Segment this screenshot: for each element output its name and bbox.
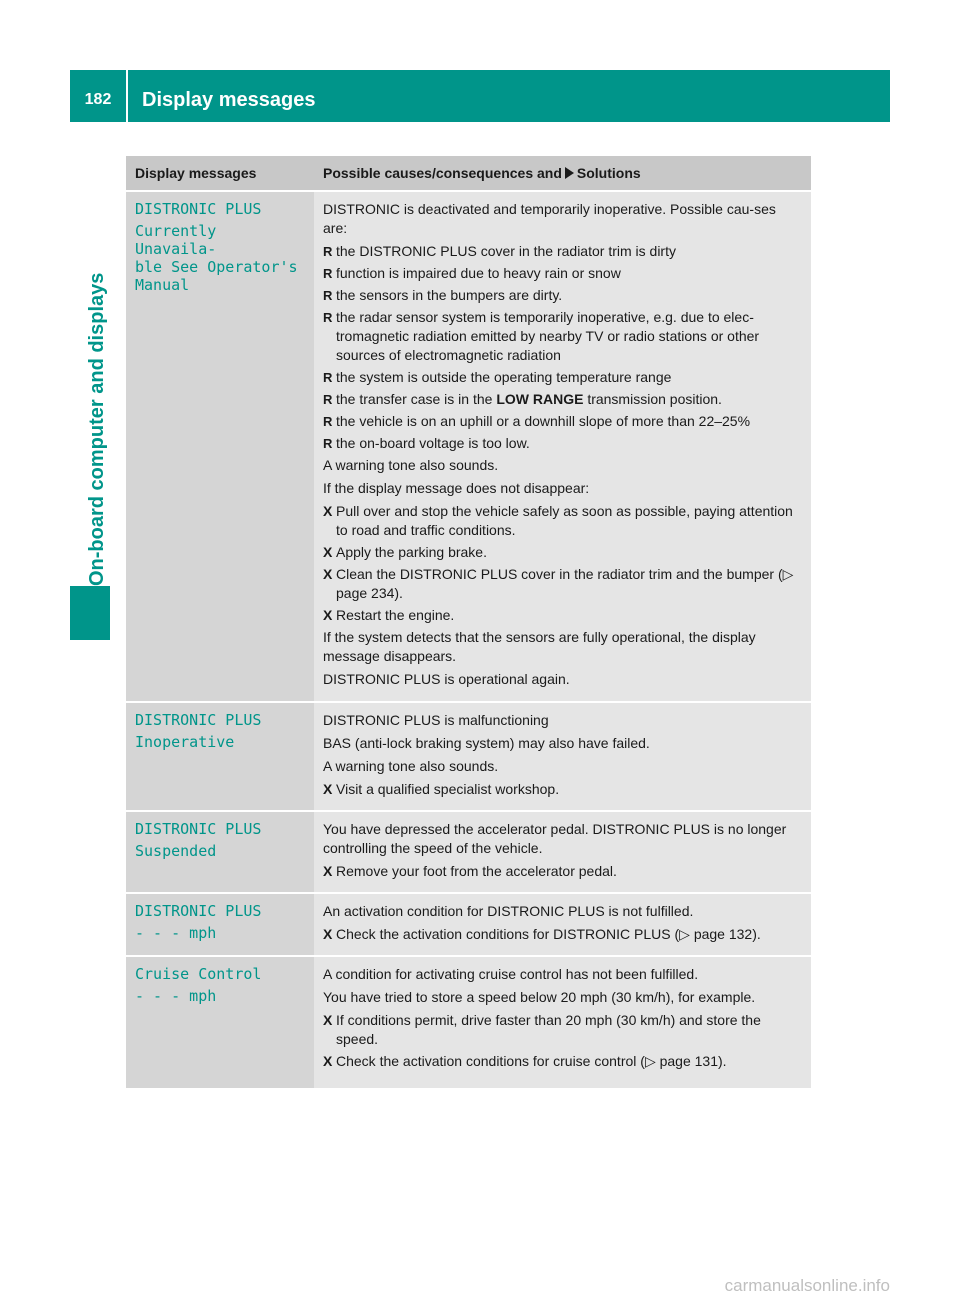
table-row: [126, 810, 811, 892]
col-header-causes-text: Possible causes/consequences and: [323, 165, 562, 181]
list-item-text: the on-board voltage is too low.: [336, 435, 530, 451]
page-number: 182: [84, 91, 112, 108]
step-text: Restart the engine.: [336, 607, 455, 623]
bullet-r-icon: R: [323, 436, 333, 451]
message-line-2: Inoperative: [135, 733, 235, 751]
list-item: [323, 308, 802, 365]
message-line-1: DISTRONIC PLUS: [135, 711, 262, 729]
list-item: [323, 368, 802, 387]
paragraph: BAS (anti-lock braking system) may also have failed.: [323, 735, 650, 751]
list-item-text: the sensors in the bumpers are dirty.: [336, 287, 563, 303]
message-line-1: DISTRONIC PLUS: [135, 200, 262, 218]
list-item: [323, 434, 802, 453]
list-item-text: the vehicle is on an uphill or a downhill slope of more than 22–25%: [336, 413, 751, 429]
list-item: [323, 390, 802, 409]
page-header: [70, 70, 890, 122]
message-cell: [126, 810, 314, 892]
paragraph: A warning tone also sounds.: [323, 758, 499, 774]
step-text: Remove your foot from the accelerator pedal.: [336, 863, 617, 879]
message-line-2: Currently Unavaila‐ ble See Operator's Manual: [135, 222, 298, 294]
arrow-right-icon: [565, 167, 574, 179]
step-text: If conditions permit, drive faster than 20 mph (30 km/h) and store the speed.: [336, 1012, 761, 1047]
list-item: [323, 242, 802, 261]
page-reference-link[interactable]: page 234).: [336, 585, 403, 601]
step-text: Check the activation conditions for cruise control (: [336, 1053, 645, 1069]
description-cell: [314, 955, 811, 1088]
table-header-row: [126, 156, 811, 190]
step-item: [323, 502, 802, 540]
description-cell: [314, 190, 811, 701]
bullet-r-icon: R: [323, 370, 333, 385]
message-line-2: - - - mph: [135, 924, 217, 942]
bullet-r-icon: R: [323, 288, 333, 303]
step-x-icon: X: [323, 544, 333, 560]
step-item: [323, 1011, 802, 1049]
step-x-icon: X: [323, 566, 333, 582]
message-line-1: Cruise Control: [135, 965, 262, 983]
step-text: Apply the parking brake.: [336, 544, 487, 560]
step-item: [323, 925, 802, 944]
col-header-solutions-text: Solutions: [576, 165, 641, 181]
step-text: Pull over and stop the vehicle safely as soon as possible, paying attention to road and traffic conditions.: [336, 503, 793, 538]
page-ref-arrow-icon: ▷: [782, 566, 794, 582]
paragraph: An activation condition for DISTRONIC PLUS is not fulfilled.: [323, 903, 694, 919]
watermark-footer: carmanualsonline.info: [724, 1276, 890, 1295]
message-cell: [126, 701, 314, 810]
step-text: Visit a qualified specialist workshop.: [336, 781, 560, 797]
step-x-icon: X: [323, 1053, 333, 1069]
page-ref-arrow-icon: ▷: [679, 926, 690, 942]
step-text: Check the activation conditions for DISTRONIC PLUS (: [336, 926, 680, 942]
paragraph: You have depressed the accelerator pedal. DISTRONIC PLUS is no longer controlling the speed of the vehicle.: [323, 821, 787, 856]
side-chapter-text: On-board computer and displays: [86, 272, 108, 586]
list-item-text: the system is outside the operating temperature range: [336, 369, 672, 385]
paragraph: A condition for activating cruise control has not been fulfilled.: [323, 966, 699, 982]
page-reference-link[interactable]: page 131).: [659, 1053, 727, 1069]
paragraph: DISTRONIC PLUS is malfunctioning: [323, 712, 549, 728]
step-item: [323, 543, 802, 562]
table-row: [126, 190, 811, 701]
col-header-messages: Display messages: [126, 156, 314, 190]
step-item: [323, 565, 802, 603]
message-line-1: DISTRONIC PLUS: [135, 820, 262, 838]
page-title: Display messages: [142, 89, 316, 111]
bullet-r-icon: R: [323, 414, 333, 429]
paragraph: If the display message does not disappear:: [323, 480, 590, 496]
page-reference-link[interactable]: page 132).: [693, 926, 761, 942]
description-cell: [314, 810, 811, 892]
message-cell: [126, 955, 314, 1088]
list-item-text: transmission position.: [587, 391, 722, 407]
step-x-icon: X: [323, 781, 333, 797]
col-header-causes: [314, 156, 811, 190]
paragraph: DISTRONIC PLUS is operational again.: [323, 671, 570, 687]
list-item-text: the transfer case is in the: [336, 391, 493, 407]
header-divider: [126, 70, 128, 122]
bullet-r-icon: R: [323, 310, 333, 325]
list-item-text: the DISTRONIC PLUS cover in the radiator trim is dirty: [336, 243, 676, 259]
message-line-2: Suspended: [135, 842, 217, 860]
low-range-text: LOW RANGE: [496, 391, 584, 407]
page-ref-arrow-icon: ▷: [644, 1053, 656, 1069]
list-item: [323, 412, 802, 431]
step-x-icon: X: [323, 607, 333, 623]
bullet-r-icon: R: [323, 266, 333, 281]
message-cell: [126, 892, 314, 955]
table-row: [126, 892, 811, 955]
table-row: [126, 701, 811, 810]
step-x-icon: X: [323, 503, 333, 519]
paragraph: You have tried to store a speed below 20 mph (30 km/h), for example.: [323, 989, 756, 1005]
bullet-r-icon: R: [323, 244, 333, 259]
step-item: [323, 862, 802, 881]
step-x-icon: X: [323, 1012, 333, 1028]
step-item: [323, 606, 802, 625]
list-item-text: function is impaired due to heavy rain or snow: [336, 265, 621, 281]
list-item: [323, 264, 802, 283]
table-row: [126, 955, 811, 1088]
list-item-text: the radar sensor system is temporarily inoperative, e.g. due to elec‐tromagnetic radiation emitted by nearby TV or radio stations or other sources of electromagnetic radiation: [336, 309, 760, 363]
description-cell: [314, 892, 811, 955]
step-x-icon: X: [323, 926, 333, 942]
paragraph: A warning tone also sounds.: [323, 457, 499, 473]
list-item: [323, 286, 802, 305]
description-cell: [314, 701, 811, 810]
side-tab-block: [70, 586, 110, 640]
bullet-r-icon: R: [323, 392, 333, 407]
message-line-1: DISTRONIC PLUS: [135, 902, 262, 920]
paragraph: If the system detects that the sensors are fully operational, the display message disappears.: [323, 629, 756, 664]
display-messages-table: [126, 156, 811, 1088]
intro-text: DISTRONIC is deactivated and temporarily inoperative. Possible cau‐ses are:: [323, 201, 776, 236]
message-cell: [126, 190, 314, 701]
step-text: Clean the DISTRONIC PLUS cover in the radiator trim and the bumper (: [336, 566, 783, 582]
message-line-2: - - - mph: [135, 987, 217, 1005]
step-item: [323, 1052, 802, 1071]
step-x-icon: X: [323, 863, 333, 879]
step-item: [323, 780, 802, 799]
